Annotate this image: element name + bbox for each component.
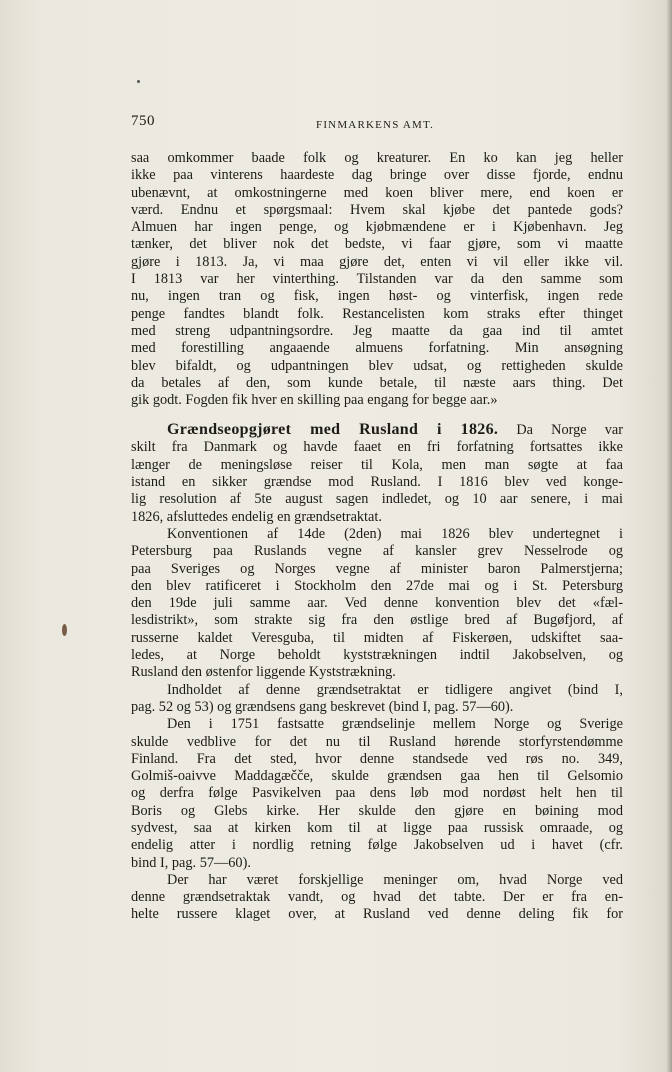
text-line: penge fandtes blandt folk. Restancelisten kom straks efter thinget (131, 305, 623, 322)
paragraph-5 (131, 716, 623, 872)
text-line: istand en sikker grændse mod Rusland. I 1816 blev ved konge- (131, 474, 623, 491)
text-line: ikke paa vinterens haardeste dag bringe over disse fjorde, endnu (131, 167, 623, 184)
text-line: blev bifaldt, og udpantningen blev udsat, og rettigheden skulde (131, 357, 623, 374)
text-line: med streng udpantningsordre. Jeg maatte da gaa ind til amtet (131, 322, 623, 339)
text-line: russerne kaldet Veresguba, til midten af Fiskerøen, udskiftet saa- (131, 629, 623, 646)
text-line: da betales af den, som kunde betale, til næste aars thing. Det (131, 374, 623, 391)
text-line: Almuen har ingen penge, og kjøbmændene er i Kjøbenhavn. Jeg (131, 219, 623, 236)
text-line: tænker, det bliver nok det bedste, vi faar gjøre, som vi maatte (131, 236, 623, 253)
text-line: endelig atter i nordlig retning følge Jakobselven ud i havet (cfr. (131, 837, 623, 854)
page-header (131, 113, 631, 133)
page-edge-shadow (666, 0, 672, 1072)
text-line: sydvest, saa at kirken kom til at ligge paa russisk omraade, og (131, 819, 623, 836)
text-line: saa omkommer baade folk og kreaturer. En ko kan jeg heller (131, 150, 623, 166)
text-line: denne grændsetraktak vandt, og hvad det tabte. Der er fra en- (131, 889, 623, 906)
text-line: nu, ingen tran og fisk, ingen høst- og vinterfisk, ingen rede (131, 288, 623, 305)
section-heading: Grændseopgjøret med Rusland i 1826. (167, 421, 499, 439)
text-line: bind I, pag. 57—60). (131, 854, 251, 871)
paragraph-3 (131, 526, 623, 682)
text-line: 1826, afsluttedes endelig en grændsetraktat. (131, 508, 382, 525)
text-line: I 1813 var her vinterthing. Tilstanden var da den samme som (131, 271, 623, 288)
text-line: Petersburg paa Ruslands vegne af kansler grev Nesselrode og (131, 543, 623, 560)
body-text (131, 150, 623, 924)
text-line: skilt fra Danmark og havde faaet en fri forfatning fortsattes ikke (131, 439, 623, 456)
text-line: og derfra følge Pasvikelven paa dens løb mod nordøst helt hen til (131, 785, 623, 802)
text-line: med forestilling angaaende almuens forfatning. Min ansøgning (131, 340, 623, 357)
text-line: Konventionen af 14de (2den) mai 1826 blev undertegnet i (167, 525, 623, 542)
text-line: Indholdet af denne grændsetraktat er tidligere angivet (bind I, (167, 681, 623, 698)
paragraph-4 (131, 682, 623, 717)
text-line: paa Sveriges og Norges vegne af minister baron Palmerstjerna; (131, 560, 623, 577)
text-line: Rusland den østenfor liggende Kyststrækning. (131, 664, 396, 681)
text-line: Den i 1751 fastsatte grændselinje mellem Norge og Sverige (167, 716, 623, 733)
text-line: Golmiš-oaivve Maddagæčče, skulde grændsen gaa hen til Gelsomio (131, 768, 623, 785)
section-gap (131, 409, 623, 421)
text-line: gik godt. Fogden fik hver en skilling paa engang for begge aar.» (131, 392, 498, 409)
text-line: værd. Endnu et spørgsmaal: Hvem skal kjøbe det pantede gods? (131, 201, 623, 218)
page-number: 750 (131, 113, 155, 129)
text-line: ubenævnt, at omkostningerne med koen bliver mere, end koen er (131, 184, 623, 201)
text-line: Boris og Glebs kirke. Her skulde den gjøre en bøining mod (131, 802, 623, 819)
text-line: Finland. Fra det sted, hvor denne standsede ved røs no. 349, (131, 750, 623, 767)
running-head: FINMARKENS AMT. (316, 119, 435, 131)
text-line: gjøre i 1813. Ja, vi maa gjøre det, enten vi vil eller ikke vil. (131, 253, 623, 270)
paragraph-6 (131, 872, 623, 924)
ink-mark (62, 624, 67, 636)
text-line: Der har været forskjellige meninger om, hvad Norge ved (167, 871, 623, 888)
text-line: lesdistrikt», som strakte sig fra den østlige bred af Bugøfjord, af (131, 612, 623, 629)
text-line: pag. 52 og 53) og grændsens gang beskrevet (bind I, pag. 57—60). (131, 698, 514, 715)
paragraph-1 (131, 150, 623, 409)
text-line: længer de meningsløse reiser til Kola, men man søgte at faa (131, 456, 623, 473)
text-line: skulde vedblive for det nu til Rusland hørende storfyrstendømme (131, 733, 623, 750)
text-line: ledes, at Norge beholdt kyststrækningen indtil Jakobselven, og (131, 647, 623, 664)
section-heading-continuation: Da Norge var (516, 422, 623, 439)
section-heading-line (131, 421, 623, 439)
text-line: den blev ratificeret i Stockholm den 27de mai og i St. Petersburg (131, 577, 623, 594)
text-line: den 19de juli samme aar. Ved denne konvention blev det «fæl- (131, 595, 623, 612)
print-speck (137, 80, 140, 83)
paragraph-2 (131, 439, 623, 525)
text-line: lig resolution af 5te august sagen indledet, og 10 aar senere, i mai (131, 491, 623, 508)
text-line: helte russere klaget over, at Rusland ved denne deling fik for (131, 906, 623, 923)
